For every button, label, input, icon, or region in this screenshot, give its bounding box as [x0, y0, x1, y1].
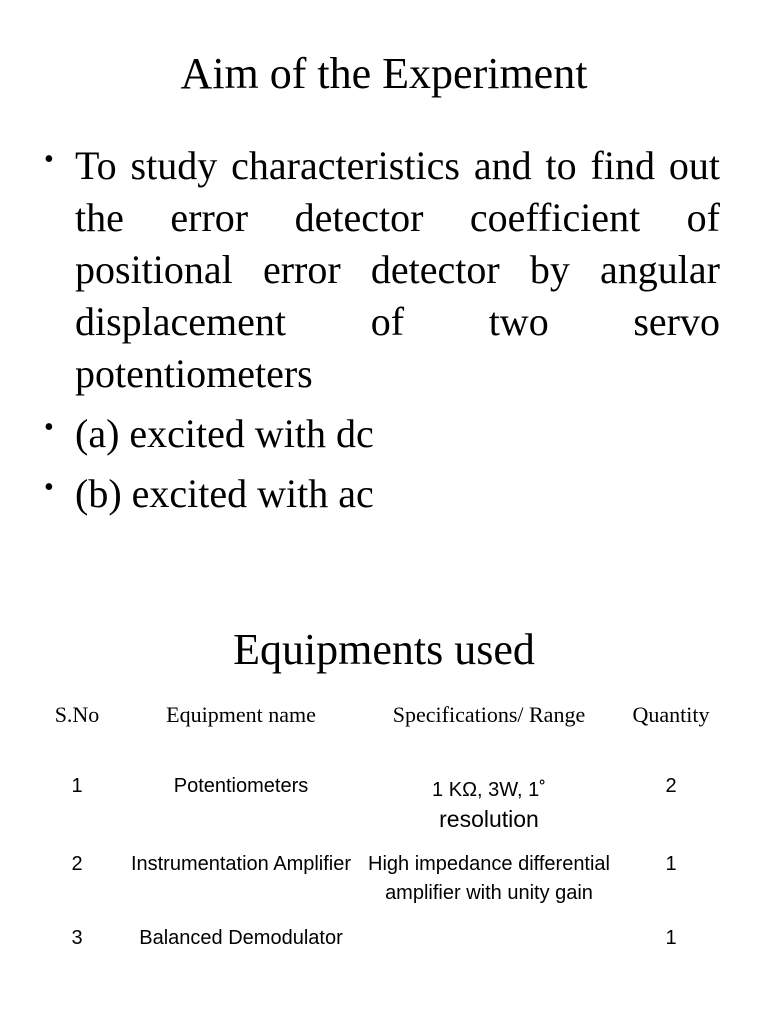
- aim-bullet-list: [44, 140, 720, 528]
- header-sno: S.No: [54, 702, 100, 727]
- cell-sno: 2: [71, 853, 83, 875]
- cell-quantity: 1: [665, 927, 677, 949]
- table-row: [40, 850, 732, 924]
- cell-specifications: [368, 924, 610, 969]
- spec-line: resolution: [439, 806, 539, 832]
- aim-bullet-text: (a) excited with dc: [75, 411, 374, 456]
- header-equipment-name: Equipment name: [166, 702, 316, 727]
- bullet-icon: •: [44, 472, 54, 503]
- bullet-icon: •: [44, 144, 54, 175]
- equipment-title: Equipments used: [233, 625, 535, 674]
- equipment-table: [40, 698, 732, 969]
- cell-sno: 3: [71, 927, 83, 949]
- cell-quantity: 2: [665, 775, 677, 797]
- bullet-icon: •: [44, 412, 54, 443]
- aim-bullet-text: (b) excited with ac: [75, 471, 374, 516]
- cell-equipment-name: Instrumentation Amplifier: [130, 853, 352, 875]
- cell-quantity: 1: [665, 853, 677, 875]
- header-specifications: Specifications/ Range: [392, 702, 586, 727]
- spec-line: 1 KΩ, 3W, 1˚: [432, 779, 546, 801]
- aim-bullet-item: [44, 468, 720, 520]
- cell-equipment-name: Balanced Demodulator: [139, 927, 343, 949]
- cell-specifications: High impedance differential amplifier with unity gain: [368, 853, 611, 904]
- aim-bullet-item: [44, 140, 720, 400]
- cell-equipment-name: Potentiometers: [173, 775, 309, 797]
- cell-specifications: [368, 772, 610, 850]
- table-header-row: [40, 698, 732, 772]
- cell-sno: 1: [71, 775, 83, 797]
- table-row: [40, 772, 732, 850]
- aim-bullet-item: [44, 408, 720, 460]
- header-quantity: Quantity: [632, 702, 710, 727]
- aim-title: Aim of the Experiment: [180, 49, 588, 98]
- aim-bullet-text: To study characteristics and to find out the error detector coefficient of positional error detector by angular displacement of two servo potentiometers: [75, 143, 720, 396]
- table-row: [40, 924, 732, 969]
